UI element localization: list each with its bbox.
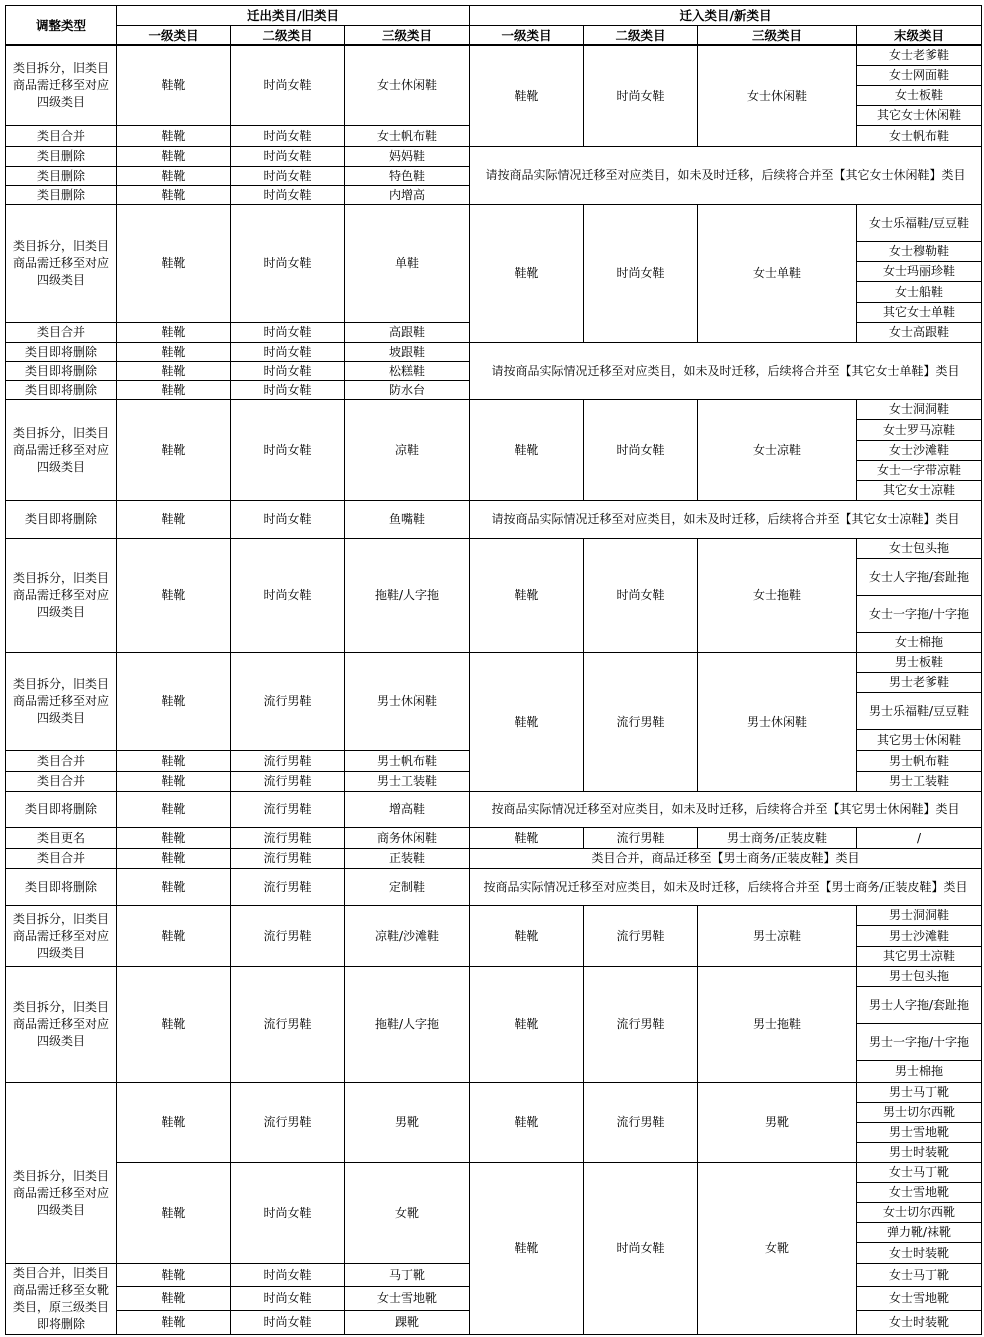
table-cell: 类目即将删除 <box>5 380 117 400</box>
table-cell: 时尚女鞋 <box>230 1286 345 1311</box>
table-cell: 女士帆布鞋 <box>856 125 982 147</box>
table-cell: 男靴 <box>697 1082 857 1163</box>
table-cell: 女士洞洞鞋 <box>856 399 982 420</box>
table-cell: 鞋靴 <box>116 1162 231 1264</box>
table-cell: 流行男鞋 <box>583 652 698 792</box>
table-cell: 商务休闲鞋 <box>344 827 470 849</box>
table-cell: 鞋靴 <box>116 848 231 869</box>
table-cell: 女士雪地靴 <box>344 1286 470 1311</box>
table-cell: 凉鞋 <box>344 399 470 501</box>
table-cell: 弹力靴/袜靴 <box>856 1222 982 1243</box>
table-cell: 男士工装鞋 <box>856 771 982 792</box>
table-cell: 鞋靴 <box>116 791 231 828</box>
table-cell: 单鞋 <box>344 204 470 323</box>
header-out-group: 迁出类目/旧类目 <box>116 5 470 26</box>
table-cell: 时尚女鞋 <box>230 1310 345 1335</box>
table-cell: 时尚女鞋 <box>230 1162 345 1264</box>
table-cell: 鞋靴 <box>116 1263 231 1287</box>
table-cell: 女士玛丽珍鞋 <box>856 261 982 282</box>
table-cell: 类目删除 <box>5 146 117 167</box>
table-cell: 鞋靴 <box>116 500 231 539</box>
table-cell: 类目即将删除 <box>5 342 117 362</box>
table-cell: 松糕鞋 <box>344 361 470 381</box>
migration-note-cell: 请按商品实际情况迁移至对应类目，如未及时迁移，后续将合并至【其它女士凉鞋】类目 <box>469 500 982 539</box>
table-cell: 类目拆分，旧类目商品需迁移至对应四级类目 <box>5 652 117 751</box>
table-cell: 类目拆分，旧类目商品需迁移至对应四级类目 <box>5 45 117 126</box>
table-cell: 女士沙滩鞋 <box>856 440 982 461</box>
table-cell: 时尚女鞋 <box>230 380 345 400</box>
table-cell: 时尚女鞋 <box>230 185 345 205</box>
table-cell: 时尚女鞋 <box>583 1162 698 1335</box>
table-cell: 女士雪地靴 <box>856 1182 982 1203</box>
table-cell: 类目即将删除 <box>5 500 117 539</box>
table-cell: 鞋靴 <box>116 204 231 323</box>
table-cell: 鞋靴 <box>116 966 231 1083</box>
table-cell: 鞋靴 <box>116 166 231 186</box>
table-cell: 男士板鞋 <box>856 652 982 673</box>
table-cell: 女士高跟鞋 <box>856 322 982 343</box>
table-cell: 女靴 <box>697 1162 857 1335</box>
table-cell: 男士雪地靴 <box>856 1122 982 1143</box>
table-cell: 流行男鞋 <box>583 1082 698 1163</box>
table-cell: 女士人字拖/套趾拖 <box>856 558 982 596</box>
table-cell: 鞋靴 <box>116 652 231 751</box>
header-out-level1: 一级类目 <box>116 25 231 45</box>
table-cell: 类目合并 <box>5 125 117 147</box>
table-cell: 女士时装靴 <box>856 1310 982 1335</box>
header-in-level2: 二级类目 <box>583 25 698 45</box>
table-cell: 鞋靴 <box>116 125 231 147</box>
table-cell: 其它男士休闲鞋 <box>856 729 982 751</box>
table-cell: 男士一字拖/十字拖 <box>856 1023 982 1061</box>
table-cell: 鞋靴 <box>116 1286 231 1311</box>
table-cell: 流行男鞋 <box>230 750 345 772</box>
table-cell: 女士船鞋 <box>856 281 982 303</box>
header-out-level2: 二级类目 <box>230 25 345 45</box>
table-cell: 女士休闲鞋 <box>697 45 857 147</box>
table-cell: 类目合并 <box>5 848 117 869</box>
table-cell: 流行男鞋 <box>230 868 345 906</box>
table-cell: 鞋靴 <box>116 538 231 653</box>
table-cell: 鞋靴 <box>116 361 231 381</box>
table-cell: 鞋靴 <box>116 1310 231 1335</box>
table-cell: 类目合并 <box>5 750 117 772</box>
table-cell: 类目拆分，旧类目商品需迁移至对应四级类目 <box>5 204 117 323</box>
header-in-level3: 三级类目 <box>697 25 857 45</box>
table-cell: 流行男鞋 <box>583 905 698 967</box>
table-cell: 内增高 <box>344 185 470 205</box>
table-cell: 流行男鞋 <box>583 966 698 1083</box>
table-cell: 时尚女鞋 <box>230 538 345 653</box>
table-cell: 拖鞋/人字拖 <box>344 966 470 1083</box>
table-cell: 类目拆分，旧类目商品需迁移至对应四级类目 <box>5 905 117 967</box>
table-cell: 流行男鞋 <box>583 827 698 849</box>
table-cell: 鞋靴 <box>116 771 231 792</box>
table-cell: 鞋靴 <box>116 399 231 501</box>
table-cell: 流行男鞋 <box>230 848 345 869</box>
table-cell: 男士帆布鞋 <box>856 750 982 772</box>
table-cell: 流行男鞋 <box>230 905 345 967</box>
table-cell: 鞋靴 <box>469 827 584 849</box>
table-cell: 鞋靴 <box>116 750 231 772</box>
table-cell: 其它女士单鞋 <box>856 302 982 323</box>
table-cell: 类目即将删除 <box>5 791 117 828</box>
table-cell: 男士棉拖 <box>856 1060 982 1083</box>
migration-note-cell: 按商品实际情况迁移至对应类目，如未及时迁移，后续将合并至【其它男士休闲鞋】类目 <box>469 791 982 828</box>
table-cell: 女士马丁靴 <box>856 1263 982 1287</box>
table-cell: 时尚女鞋 <box>583 45 698 147</box>
table-cell: 时尚女鞋 <box>230 361 345 381</box>
table-cell: 增高鞋 <box>344 791 470 828</box>
table-cell: 鞋靴 <box>116 827 231 849</box>
header-adjust-type: 调整类型 <box>5 5 117 45</box>
migration-note-cell: 按商品实际情况迁移至对应类目，如未及时迁移，后续将合并至【男士商务/正装皮鞋】类目 <box>469 868 982 906</box>
table-cell: 类目更名 <box>5 827 117 849</box>
table-cell: 流行男鞋 <box>230 966 345 1083</box>
table-cell: 类目合并 <box>5 322 117 343</box>
table-cell: 女士休闲鞋 <box>344 45 470 126</box>
table-cell: 其它男士凉鞋 <box>856 946 982 967</box>
table-cell: 特色鞋 <box>344 166 470 186</box>
table-cell: 时尚女鞋 <box>230 204 345 323</box>
migration-note-cell: 类目合并，商品迁移至【男士商务/正装皮鞋】类目 <box>469 848 982 869</box>
table-cell: 时尚女鞋 <box>230 125 345 147</box>
table-cell: 类目删除 <box>5 185 117 205</box>
table-cell: 时尚女鞋 <box>230 399 345 501</box>
table-cell: 女士网面鞋 <box>856 65 982 86</box>
table-cell: 类目拆分，旧类目商品需迁移至对应四级类目 <box>5 399 117 501</box>
table-cell: 类目合并，旧类目商品需迁移至女靴类目，原三级类目即将删除 <box>5 1263 117 1335</box>
table-cell: 女士马丁靴 <box>856 1162 982 1183</box>
table-cell: 时尚女鞋 <box>583 204 698 343</box>
table-cell: 女士棉拖 <box>856 632 982 653</box>
table-cell: 凉鞋/沙滩鞋 <box>344 905 470 967</box>
table-cell: 类目合并 <box>5 771 117 792</box>
table-cell: 女士单鞋 <box>697 204 857 343</box>
table-cell: 类目拆分，旧类目商品需迁移至对应四级类目 <box>5 966 117 1083</box>
table-cell: 男士包头拖 <box>856 966 982 987</box>
table-cell: 流行男鞋 <box>230 1082 345 1163</box>
header-in-level1: 一级类目 <box>469 25 584 45</box>
table-cell: 男士乐福鞋/豆豆鞋 <box>856 692 982 730</box>
migration-note-cell: 请按商品实际情况迁移至对应类目，如未及时迁移，后续将合并至【其它女士单鞋】类目 <box>469 342 982 400</box>
migration-note-cell: 请按商品实际情况迁移至对应类目，如未及时迁移，后续将合并至【其它女士休闲鞋】类目 <box>469 146 982 205</box>
table-cell: 踝靴 <box>344 1310 470 1335</box>
table-cell: 时尚女鞋 <box>230 322 345 343</box>
table-cell: 鞋靴 <box>116 1082 231 1163</box>
table-cell: 正装鞋 <box>344 848 470 869</box>
table-cell: 时尚女鞋 <box>230 1263 345 1287</box>
table-cell: 鞋靴 <box>469 399 584 501</box>
table-cell: 类目删除 <box>5 166 117 186</box>
table-cell: 类目即将删除 <box>5 361 117 381</box>
table-cell: 类目拆分，旧类目商品需迁移至对应四级类目 <box>5 538 117 653</box>
header-in-leaf: 末级类目 <box>856 25 982 45</box>
table-cell: 男士老爹鞋 <box>856 672 982 693</box>
table-cell: 时尚女鞋 <box>583 399 698 501</box>
table-cell: 时尚女鞋 <box>230 166 345 186</box>
table-cell: 坡跟鞋 <box>344 342 470 362</box>
table-cell: 高跟鞋 <box>344 322 470 343</box>
table-cell: 鞋靴 <box>469 538 584 653</box>
header-out-level3: 三级类目 <box>344 25 470 45</box>
table-cell: 女士帆布鞋 <box>344 125 470 147</box>
table-cell: 鱼嘴鞋 <box>344 500 470 539</box>
table-cell: 鞋靴 <box>469 1162 584 1335</box>
table-cell: 鞋靴 <box>469 966 584 1083</box>
table-cell: 男士时装靴 <box>856 1142 982 1163</box>
table-cell: 女士罗马凉鞋 <box>856 419 982 441</box>
table-cell: 男士商务/正装皮鞋 <box>697 827 857 849</box>
table-cell: 女靴 <box>344 1162 470 1264</box>
table-cell: 鞋靴 <box>116 322 231 343</box>
table-cell: 女士时装靴 <box>856 1242 982 1264</box>
table-cell: 女士凉鞋 <box>697 399 857 501</box>
table-cell: 流行男鞋 <box>230 652 345 751</box>
table-cell: 流行男鞋 <box>230 771 345 792</box>
table-cell: 鞋靴 <box>469 204 584 343</box>
table-cell: 女士雪地靴 <box>856 1286 982 1311</box>
header-in-group: 迁入类目/新类目 <box>469 5 982 26</box>
table-cell: 类目拆分，旧类目商品需迁移至对应四级类目 <box>5 1082 117 1264</box>
table-cell: 男士帆布鞋 <box>344 750 470 772</box>
table-cell: 鞋靴 <box>116 868 231 906</box>
table-cell: 男士切尔西靴 <box>856 1102 982 1123</box>
table-cell: 鞋靴 <box>469 652 584 792</box>
table-cell: 男士休闲鞋 <box>697 652 857 792</box>
table-cell: 鞋靴 <box>469 45 584 147</box>
table-cell: 男士沙滩鞋 <box>856 925 982 947</box>
table-cell: 女士一字带凉鞋 <box>856 460 982 481</box>
table-cell: 类目即将删除 <box>5 868 117 906</box>
table-cell: 鞋靴 <box>116 185 231 205</box>
table-cell: 男士工装鞋 <box>344 771 470 792</box>
table-cell: 女士拖鞋 <box>697 538 857 653</box>
table-cell: 拖鞋/人字拖 <box>344 538 470 653</box>
table-cell: 鞋靴 <box>116 45 231 126</box>
table-cell: / <box>856 827 982 849</box>
table-cell: 时尚女鞋 <box>583 538 698 653</box>
table-cell: 男靴 <box>344 1082 470 1163</box>
table-cell: 时尚女鞋 <box>230 500 345 539</box>
table-cell: 女士老爹鞋 <box>856 45 982 66</box>
table-cell: 流行男鞋 <box>230 827 345 849</box>
table-cell: 男士洞洞鞋 <box>856 905 982 926</box>
table-cell: 时尚女鞋 <box>230 45 345 126</box>
table-cell: 鞋靴 <box>469 905 584 967</box>
table-cell: 时尚女鞋 <box>230 342 345 362</box>
table-cell: 防水台 <box>344 380 470 400</box>
table-cell: 女士切尔西靴 <box>856 1202 982 1223</box>
table-cell: 马丁靴 <box>344 1263 470 1287</box>
table-cell: 男士马丁靴 <box>856 1082 982 1103</box>
table-cell: 女士乐福鞋/豆豆鞋 <box>856 204 982 242</box>
table-cell: 女士一字拖/十字拖 <box>856 595 982 633</box>
table-cell: 其它女士休闲鞋 <box>856 105 982 126</box>
table-cell: 鞋靴 <box>469 1082 584 1163</box>
table-cell: 女士包头拖 <box>856 538 982 559</box>
table-cell: 其它女士凉鞋 <box>856 480 982 501</box>
table-cell: 男士凉鞋 <box>697 905 857 967</box>
table-cell: 男士休闲鞋 <box>344 652 470 751</box>
table-cell: 男士拖鞋 <box>697 966 857 1083</box>
table-cell: 时尚女鞋 <box>230 146 345 167</box>
table-cell: 男士人字拖/套趾拖 <box>856 986 982 1024</box>
table-cell: 鞋靴 <box>116 905 231 967</box>
table-cell: 女士穆勒鞋 <box>856 241 982 262</box>
table-cell: 流行男鞋 <box>230 791 345 828</box>
table-cell: 鞋靴 <box>116 146 231 167</box>
table-cell: 女士板鞋 <box>856 85 982 106</box>
table-cell: 鞋靴 <box>116 380 231 400</box>
table-cell: 定制鞋 <box>344 868 470 906</box>
table-cell: 鞋靴 <box>116 342 231 362</box>
table-cell: 妈妈鞋 <box>344 146 470 167</box>
